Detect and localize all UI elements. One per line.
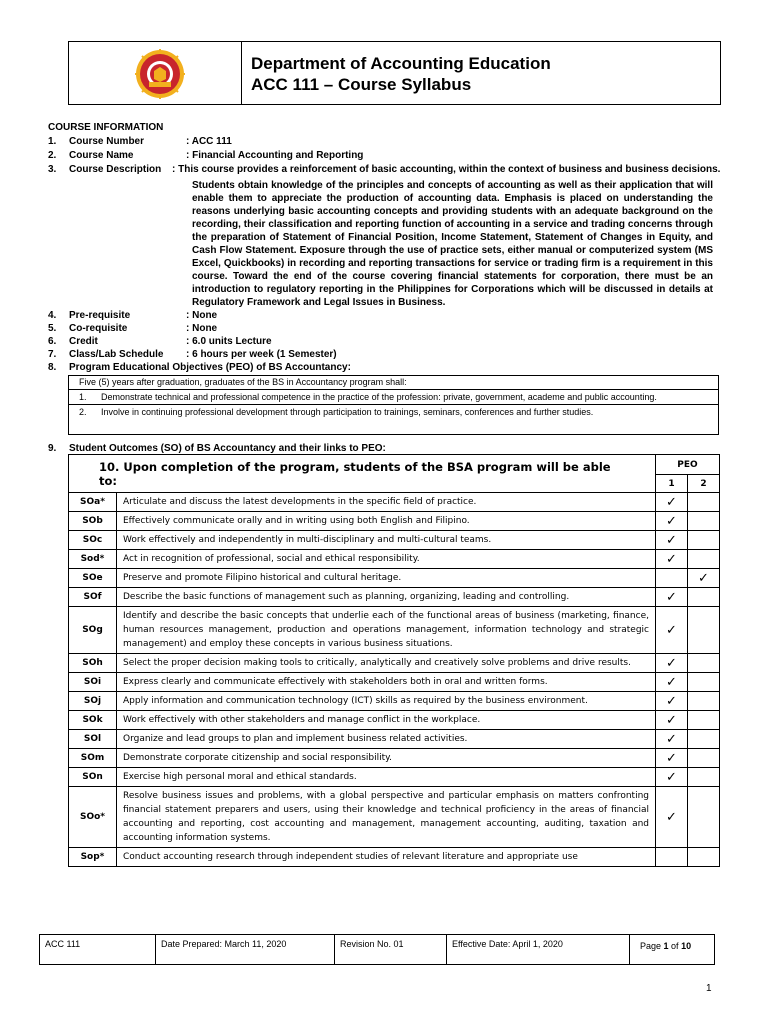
peo2-check [688,607,720,654]
so-text: Select the proper decision making tools to critically, analytically and creatively solve problems and drive results. [117,654,656,673]
so-text: Identify and describe the basic concepts that underlie each of the functional areas of business (marketing, finance, human resources management, production and operations management, information technology and strategic management) and employ these concepts in various business situations. [117,607,656,654]
peo2-check [688,768,720,787]
peo2-check [688,730,720,749]
so-code: SOa* [69,493,117,512]
so-code: SOl [69,730,117,749]
so-text: Resolve business issues and problems, with a global perspective and particular emphasis on matters confronting financial statement preparers and users, using their knowledge and technical proficiency in the areas of financial accounting and reporting, cost accounting and management, management accounting, auditing, taxation and accounting information systems. [117,787,656,848]
so-row [69,730,720,749]
so-code: SOe [69,569,117,588]
so-code: SOk [69,711,117,730]
footer-date-prepared: Date Prepared: March 11, 2020 [155,934,335,965]
so-text: Demonstrate corporate citizenship and social responsibility. [117,749,656,768]
peo1-check: ✓ [656,607,688,654]
so-text: Express clearly and communicate effectively with stakeholders both in oral and written forms. [117,673,656,692]
peo-column-header: PEO [656,455,720,475]
course-syllabus-title: ACC 111 – Course Syllabus [251,75,472,94]
peo-box [68,375,719,435]
peo2-check [688,787,720,848]
so-table-title: 10. Upon completion of the program, students of the BSA program will be able to: [69,455,656,493]
so-text: Act in recognition of professional, social and ethical responsibility. [117,550,656,569]
so-row [69,512,720,531]
so-row [69,569,720,588]
department-title: Department of Accounting Education [251,54,551,73]
course-info-heading: COURSE INFORMATION [48,122,164,133]
peo1-check [656,569,688,588]
peo2-check [688,673,720,692]
so-row [69,673,720,692]
so-code: SOf [69,588,117,607]
peo-intro: Five (5) years after graduation, graduates of the BS in Accountancy program shall: [69,376,718,390]
peo2-check [688,588,720,607]
so-code: Sod* [69,550,117,569]
peo2-check [688,531,720,550]
peo1-check: ✓ [656,787,688,848]
peo1-check: ✓ [656,673,688,692]
course-description: Students obtain knowledge of the principles and concepts of accounting as well as their application that will enable them to appreciate the production of accounting data. Emphasis is placed on understanding the reasons underlying basic accounting concepts and providing students with an adequate background on the recording, their classification and reporting function of accounting in a service and trading concerns through the preparation of Statement of Financial Position, Income Statement, Statement of Changes in Equity, and Cash Flow Statement. Exposure through the use of practice sets, either manual or computerized system (MS Excel, Quickbooks) in recording and reporting transactions for service or trading firm is a requirement in this course. Toward the end of the course covering financial statements for corporation, there must be an introduction to regulatory reporting in the Philippines for Corporations which will be discussed in details at Regulatory Framework and Legal Issues in Business. [192,180,713,308]
peo2-check [688,692,720,711]
school-seal-icon [135,49,185,99]
footer-page: Page 1 of 10 [629,934,715,965]
peo2-check [688,654,720,673]
page-footer [39,934,715,965]
so-code: SOm [69,749,117,768]
peo2-check [688,493,720,512]
peo1-check: ✓ [656,493,688,512]
peo2-check [688,550,720,569]
document-header [68,41,721,105]
so-code: SOo* [69,787,117,848]
peo-item: 1. Demonstrate technical and professional competence in the practice of the profession: private, government, academe and public accounting. [69,390,718,405]
peo2-check [688,512,720,531]
peo1-check: ✓ [656,531,688,550]
footer-course: ACC 111 [39,934,156,965]
so-row [69,531,720,550]
so-text: Work effectively with other stakeholders and manage conflict in the workplace. [117,711,656,730]
so-row [69,711,720,730]
footer-effective-date: Effective Date: April 1, 2020 [446,934,630,965]
so-row [69,550,720,569]
peo1-check: ✓ [656,692,688,711]
so-code: SOh [69,654,117,673]
peo1-check: ✓ [656,749,688,768]
peo-col-1: 1 [656,475,688,493]
peo1-check: ✓ [656,768,688,787]
so-text: Describe the basic functions of management such as planning, organizing, leading and controlling. [117,588,656,607]
peo2-check: ✓ [688,569,720,588]
peo1-check: ✓ [656,711,688,730]
peo1-check: ✓ [656,730,688,749]
so-row [69,768,720,787]
so-code: SOn [69,768,117,787]
so-row [69,493,720,512]
peo1-check: ✓ [656,588,688,607]
peo1-check: ✓ [656,654,688,673]
peo1-check: ✓ [656,550,688,569]
peo2-check [688,749,720,768]
so-text: Effectively communicate orally and in writing using both English and Filipino. [117,512,656,531]
so-row [69,749,720,768]
so-row [69,787,720,848]
peo-item: 2. Involve in continuing professional development through participation to trainings, seminars, conferences and further studies. [79,407,594,417]
so-text: Exercise high personal moral and ethical standards. [117,768,656,787]
so-row [69,848,720,867]
so-row [69,692,720,711]
so-code: SOj [69,692,117,711]
peo2-check [688,848,720,867]
so-row [69,588,720,607]
so-text: Organize and lead groups to plan and implement business related activities. [117,730,656,749]
peo-col-2: 2 [688,475,720,493]
student-outcomes-table [68,454,720,867]
so-code: SOc [69,531,117,550]
peo2-check [688,711,720,730]
so-code: Sop* [69,848,117,867]
so-code: SOb [69,512,117,531]
so-text: Conduct accounting research through independent studies of relevant literature and appropriate use [117,848,656,867]
peo1-check [656,848,688,867]
so-code: SOi [69,673,117,692]
so-code: SOg [69,607,117,654]
peo1-check: ✓ [656,512,688,531]
page-number: 1 [706,983,712,994]
so-row [69,607,720,654]
so-text: Apply information and communication technology (ICT) skills as required by the business environment. [117,692,656,711]
so-text: Work effectively and independently in multi-disciplinary and multi-cultural teams. [117,531,656,550]
so-row [69,654,720,673]
so-text: Preserve and promote Filipino historical and cultural heritage. [117,569,656,588]
so-text: Articulate and discuss the latest developments in the specific field of practice. [117,493,656,512]
footer-revision: Revision No. 01 [334,934,447,965]
